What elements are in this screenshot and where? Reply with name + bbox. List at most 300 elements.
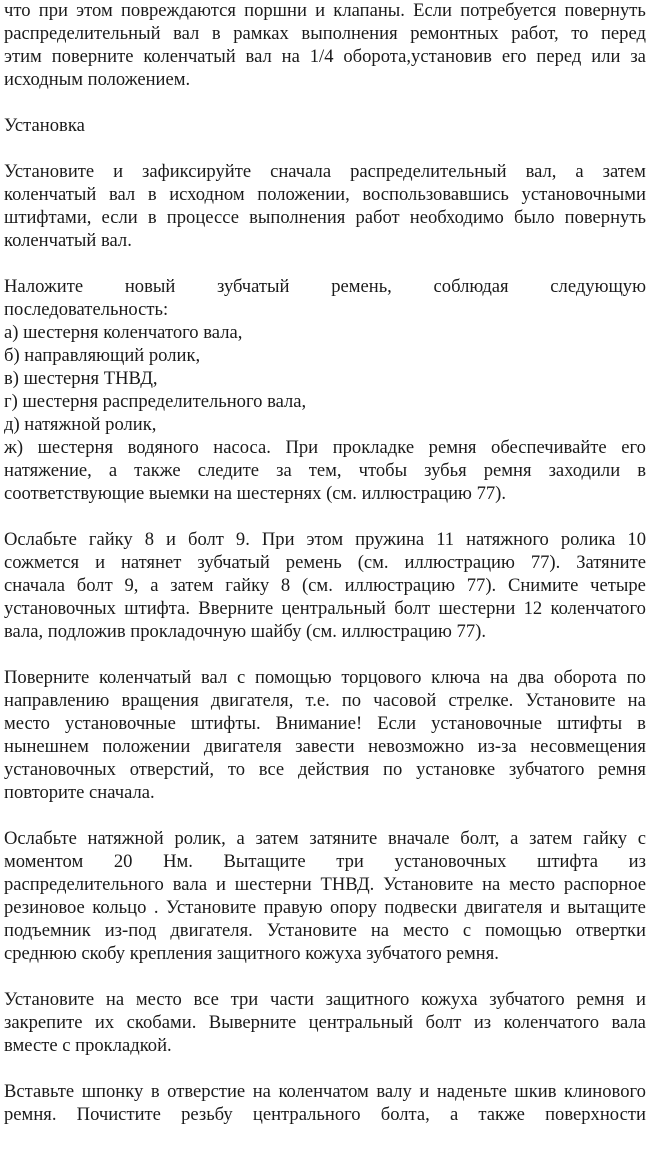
word: пружина — [355, 529, 425, 550]
word: поверните — [51, 46, 134, 67]
word: Почистите — [76, 1104, 161, 1125]
word: ролика — [560, 529, 616, 550]
word: водяного — [127, 437, 199, 458]
paragraph-loosen-nut — [4, 528, 646, 643]
word: Установите — [4, 989, 95, 1010]
word: При — [285, 437, 319, 458]
word: подъемник — [4, 920, 91, 941]
word: повернуть — [564, 207, 646, 228]
word: ремня — [598, 759, 646, 780]
word: из — [628, 851, 646, 872]
word: центрального — [252, 1104, 361, 1125]
word: штифта. — [124, 598, 190, 619]
word: затем — [529, 828, 573, 849]
word: ключа — [431, 667, 481, 688]
word: Установите — [266, 920, 357, 941]
text-line — [4, 1103, 646, 1126]
word: четыре — [590, 575, 646, 596]
section-heading-installation — [4, 114, 646, 137]
word: выполнения — [249, 207, 346, 228]
word: Установите — [4, 161, 95, 182]
list-item: д) натяжной ролик, — [4, 414, 157, 435]
word: тем, — [308, 460, 342, 481]
word: двигателя, — [210, 690, 294, 711]
text-line: последовательность: — [4, 299, 169, 320]
word: на — [281, 46, 300, 67]
word: вал, — [525, 161, 557, 182]
word: клапаны. — [333, 0, 405, 21]
word: вал — [201, 667, 228, 688]
word: Внимание! — [275, 713, 363, 734]
word: а — [108, 460, 118, 481]
word: если — [101, 207, 138, 228]
word: коленчатый — [143, 46, 236, 67]
word: болта, — [380, 1104, 430, 1125]
word: с — [637, 828, 646, 849]
word: три — [336, 851, 364, 872]
word: по — [383, 759, 403, 780]
word: выполнения — [301, 23, 398, 44]
word: следующую — [550, 276, 646, 297]
word: из-за — [477, 736, 517, 757]
word: болт — [394, 598, 431, 619]
word: и — [216, 874, 226, 895]
word: т.е. — [305, 690, 330, 711]
word: все — [258, 759, 285, 780]
word: болт — [187, 529, 224, 550]
word: 20 — [113, 851, 133, 872]
word: необходимо — [409, 207, 504, 228]
word: место — [4, 713, 50, 734]
word: в — [637, 713, 646, 734]
word: или — [591, 46, 621, 67]
word: шпонку — [81, 1081, 144, 1102]
word: новый — [124, 276, 176, 297]
word: защитного — [325, 989, 410, 1010]
list-item: г) шестерня распределительного вала, — [4, 391, 307, 412]
word: закрепите — [4, 1012, 83, 1033]
word: было — [513, 207, 555, 228]
word: 77). — [466, 575, 497, 596]
word: резьбу — [181, 1104, 233, 1125]
word: валу — [376, 1081, 412, 1102]
word: гайку — [583, 828, 628, 849]
word: распределительный — [350, 161, 507, 182]
text-line — [4, 597, 646, 620]
list-item — [4, 436, 646, 459]
text-line — [4, 0, 646, 22]
text-line — [4, 275, 646, 298]
word: на — [105, 989, 125, 1010]
word: то — [571, 23, 589, 44]
list-item: б) направляющий ролик, — [4, 345, 201, 366]
word: поверхности — [545, 1104, 646, 1125]
word: оборота,установив — [343, 46, 492, 67]
list-item: а) шестерня коленчатого вала, — [4, 322, 243, 343]
word: . — [153, 897, 159, 918]
text-line — [4, 206, 646, 229]
word: гайку — [225, 575, 270, 596]
word: место — [135, 989, 182, 1010]
word: а — [150, 575, 159, 596]
word: вал — [108, 184, 136, 205]
word: (см. — [301, 575, 333, 596]
word: 1/4 — [309, 46, 334, 67]
paragraph-belt-sequence — [4, 275, 646, 505]
word: повернуть — [564, 0, 646, 21]
word: работ, — [511, 23, 559, 44]
word: на — [370, 920, 390, 941]
word: двигателя — [203, 736, 282, 757]
word: этом — [76, 0, 113, 21]
word: скобами. — [126, 1012, 197, 1033]
word: установке — [416, 759, 496, 780]
word: следите — [197, 460, 260, 481]
word: в — [211, 23, 221, 44]
word: что — [4, 0, 31, 21]
word: воспользовавшись — [362, 184, 509, 205]
word: работ — [355, 207, 400, 228]
word: натяжной — [87, 828, 164, 849]
word: затем — [602, 161, 646, 182]
word: направлению — [4, 690, 110, 711]
word: Установите — [166, 897, 257, 918]
word: и — [315, 0, 326, 21]
word: помощью — [254, 667, 332, 688]
word: натяжение, — [4, 460, 92, 481]
word: При — [261, 529, 295, 550]
word: его — [501, 46, 527, 67]
word: 12 — [523, 598, 543, 619]
word: затяните — [309, 828, 378, 849]
word: штифты — [557, 713, 623, 734]
word: вращения — [121, 690, 199, 711]
word: Наложите — [4, 276, 84, 297]
word: 77). — [530, 552, 561, 573]
word: в — [150, 1081, 160, 1102]
text-line — [4, 45, 646, 68]
word: а — [449, 1104, 459, 1125]
word: ремня — [576, 989, 625, 1010]
word: ремня. — [4, 1104, 57, 1125]
word: перед — [536, 46, 582, 67]
paragraph-key-pulley — [4, 1080, 646, 1126]
word: кожуха — [421, 989, 478, 1010]
paragraph-fix-shafts — [4, 160, 646, 252]
word: рамках — [233, 23, 289, 44]
word: затем — [170, 575, 214, 596]
text-line — [4, 1080, 646, 1103]
word: шестерни — [438, 598, 516, 619]
word: иллюстрацию — [404, 552, 515, 573]
word: ролик, — [174, 828, 226, 849]
word: также — [134, 460, 181, 481]
word: место — [509, 874, 556, 895]
word: два — [517, 667, 545, 688]
word: шестерни — [234, 874, 312, 895]
text-line: повторите сначала. — [4, 782, 155, 803]
word: действия — [297, 759, 370, 780]
word: помощью — [485, 920, 562, 941]
word: в — [147, 207, 157, 228]
word: установочными — [521, 184, 646, 205]
word: насоса. — [213, 437, 271, 458]
word: подвески — [384, 897, 458, 918]
word: сначала — [270, 161, 332, 182]
word: за — [630, 46, 646, 67]
text-line — [4, 574, 646, 597]
word: Выверните — [208, 1012, 297, 1033]
word: вала — [611, 1012, 646, 1033]
paragraph-intro-continuation — [4, 0, 646, 91]
word: коленчатого — [550, 598, 646, 619]
word: 9. — [235, 529, 250, 550]
word: коленчатом — [278, 1081, 369, 1102]
word: штифта — [537, 851, 599, 872]
text-line: исходным положением. — [4, 69, 191, 90]
word: ТНВД. — [320, 874, 375, 895]
word: Поверните — [4, 667, 90, 688]
word: на — [482, 874, 501, 895]
text-line — [4, 459, 646, 482]
word: также — [478, 1104, 525, 1125]
text-line: вала, подложив прокладочную шайбу (см. иллюстрацию 77). — [4, 621, 486, 642]
word: завести — [295, 736, 355, 757]
word: ж) — [4, 437, 24, 458]
word: на — [490, 667, 509, 688]
word: ремень — [285, 552, 342, 573]
text-line — [4, 22, 646, 45]
word: (см. — [357, 552, 389, 573]
word: процессе — [166, 207, 239, 228]
word: вал — [173, 23, 200, 44]
word: зубчатый — [197, 552, 270, 573]
word: части — [269, 989, 314, 1010]
word: в — [147, 184, 157, 205]
word: двигателя. — [170, 920, 253, 941]
text-line: соответствующие выемки на шестернях (см. иллюстрацию 77). — [4, 483, 507, 504]
word: центральный — [281, 598, 386, 619]
word: вала — [172, 874, 208, 895]
text-line — [4, 988, 646, 1011]
word: за — [276, 460, 292, 481]
word: соблюдая — [433, 276, 509, 297]
word: иллюстрацию — [344, 575, 455, 596]
text-line: среднюю скобу крепления защитного кожуха зубчатого ремня. — [4, 943, 499, 964]
text-line — [4, 873, 646, 896]
word: этом — [306, 529, 344, 550]
word: чтобы — [358, 460, 408, 481]
word: опору — [329, 897, 377, 918]
word: ремня — [483, 460, 532, 481]
word: по — [626, 667, 646, 688]
word: наденьте — [436, 1081, 507, 1102]
text-line — [4, 666, 646, 689]
text-line — [4, 896, 646, 919]
word: вытащите — [567, 897, 646, 918]
word: и — [113, 161, 124, 182]
word: сожмется — [4, 552, 80, 573]
word: оборота — [553, 667, 617, 688]
word: Вытащите — [223, 851, 306, 872]
word: то — [227, 759, 246, 780]
word: перед — [600, 23, 646, 44]
text-line — [4, 160, 646, 183]
word: центральный — [308, 1012, 414, 1033]
text-line — [4, 735, 646, 758]
word: Ослабьте — [4, 828, 77, 849]
word: установочные — [431, 713, 543, 734]
word: на — [627, 690, 646, 711]
word: двигателя — [464, 897, 543, 918]
word: потребуется — [460, 0, 557, 21]
word: установочных — [394, 851, 507, 872]
word: нынешнем — [4, 736, 89, 757]
paragraph-install-cover — [4, 988, 646, 1057]
word: распределительный — [4, 23, 161, 44]
word: правую — [263, 897, 323, 918]
text-line: коленчатый вал. — [4, 230, 132, 251]
text-line — [4, 689, 646, 712]
word: вал — [245, 46, 272, 67]
word: гайку — [88, 529, 133, 550]
word: поршни — [244, 0, 307, 21]
word: Снимите — [507, 575, 579, 596]
text-line — [4, 712, 646, 735]
word: ремень, — [331, 276, 392, 297]
word: 8 — [280, 575, 291, 596]
word: Вверните — [198, 598, 274, 619]
word: Вставьте — [4, 1081, 75, 1102]
text-line — [4, 919, 646, 942]
word: отвертки — [575, 920, 646, 941]
word: коленчатый — [4, 184, 97, 205]
word: при — [38, 0, 68, 21]
word: повреждаются — [120, 0, 236, 21]
word: зубчатого — [489, 989, 565, 1010]
word: распределительного — [4, 874, 164, 895]
text-line — [4, 183, 646, 206]
text-line — [4, 551, 646, 574]
word: из-под — [104, 920, 157, 941]
word: торцового — [341, 667, 422, 688]
word: зубья — [424, 460, 467, 481]
word: штифты. — [190, 713, 261, 734]
word: Если — [413, 0, 452, 21]
text-line — [4, 1011, 646, 1034]
word: и — [636, 989, 646, 1010]
word: исходном — [169, 184, 245, 205]
word: клинового — [564, 1081, 646, 1102]
word: распорное — [563, 874, 646, 895]
paragraph-rotate-crankshaft — [4, 666, 646, 804]
word: невозможно — [368, 736, 465, 757]
word: болт — [425, 1012, 462, 1033]
word: обеспечивайте — [491, 437, 607, 458]
text-line — [4, 827, 646, 850]
word: три — [230, 989, 259, 1010]
word: ремня — [428, 437, 477, 458]
word: положении — [102, 736, 191, 757]
word: положении, — [257, 184, 350, 205]
word: натяжного — [466, 529, 549, 550]
word: стрелке. — [448, 690, 514, 711]
word: и — [549, 897, 560, 918]
word: коленчатого — [503, 1012, 599, 1033]
word: с — [462, 920, 472, 941]
word: зафиксируйте — [142, 161, 252, 182]
word: Ослабьте — [4, 529, 77, 550]
list-item: в) шестерня ТНВД, — [4, 368, 158, 389]
word: установочных — [4, 598, 116, 619]
word: его — [621, 437, 646, 458]
word: ремонтных — [410, 23, 499, 44]
text-line: вместе с прокладкой. — [4, 1035, 172, 1056]
text-line — [4, 528, 646, 551]
word: кольцо — [92, 897, 147, 918]
heading-text: Установка — [4, 115, 85, 136]
word: болт — [76, 575, 113, 596]
word: Установите — [383, 874, 474, 895]
word: Если — [377, 713, 417, 734]
word: отверстий, — [129, 759, 215, 780]
word: 11 — [436, 529, 455, 550]
word: болт, — [460, 828, 500, 849]
word: моментом — [4, 851, 84, 872]
word: 8 — [144, 529, 155, 550]
word: шестерня — [37, 437, 114, 458]
word: место — [403, 920, 449, 941]
word: по — [341, 690, 362, 711]
word: шкив — [514, 1081, 557, 1102]
word: несовмещения — [530, 736, 646, 757]
word: и — [419, 1081, 430, 1102]
word: вначале — [387, 828, 450, 849]
word: установочных — [4, 759, 116, 780]
text-line — [4, 758, 646, 781]
word: прокладке — [332, 437, 415, 458]
word: зубчатый — [217, 276, 290, 297]
word: 10 — [627, 529, 646, 550]
word: все — [193, 989, 219, 1010]
word: с — [236, 667, 246, 688]
word: установочные — [64, 713, 176, 734]
word: и — [95, 552, 106, 573]
word: отверстие — [167, 1081, 246, 1102]
word: резиновое — [4, 897, 85, 918]
word: этим — [4, 46, 42, 67]
word: штифтами, — [4, 207, 92, 228]
word: Затяните — [576, 552, 646, 573]
text-line — [4, 850, 646, 873]
word: Нм. — [163, 851, 193, 872]
word: их — [94, 1012, 115, 1033]
word: а — [236, 828, 245, 849]
word: на — [252, 1081, 271, 1102]
word: натянет — [120, 552, 182, 573]
word: затем — [255, 828, 299, 849]
word: из — [473, 1012, 492, 1033]
word: а — [510, 828, 519, 849]
word: Установите — [525, 690, 616, 711]
document-page — [4, 0, 646, 1149]
word: часовой — [373, 690, 437, 711]
word: и — [166, 529, 176, 550]
word: сначала — [4, 575, 66, 596]
paragraph-tension-roller — [4, 827, 646, 965]
word: заходили — [548, 460, 621, 481]
word: коленчатый — [98, 667, 192, 688]
